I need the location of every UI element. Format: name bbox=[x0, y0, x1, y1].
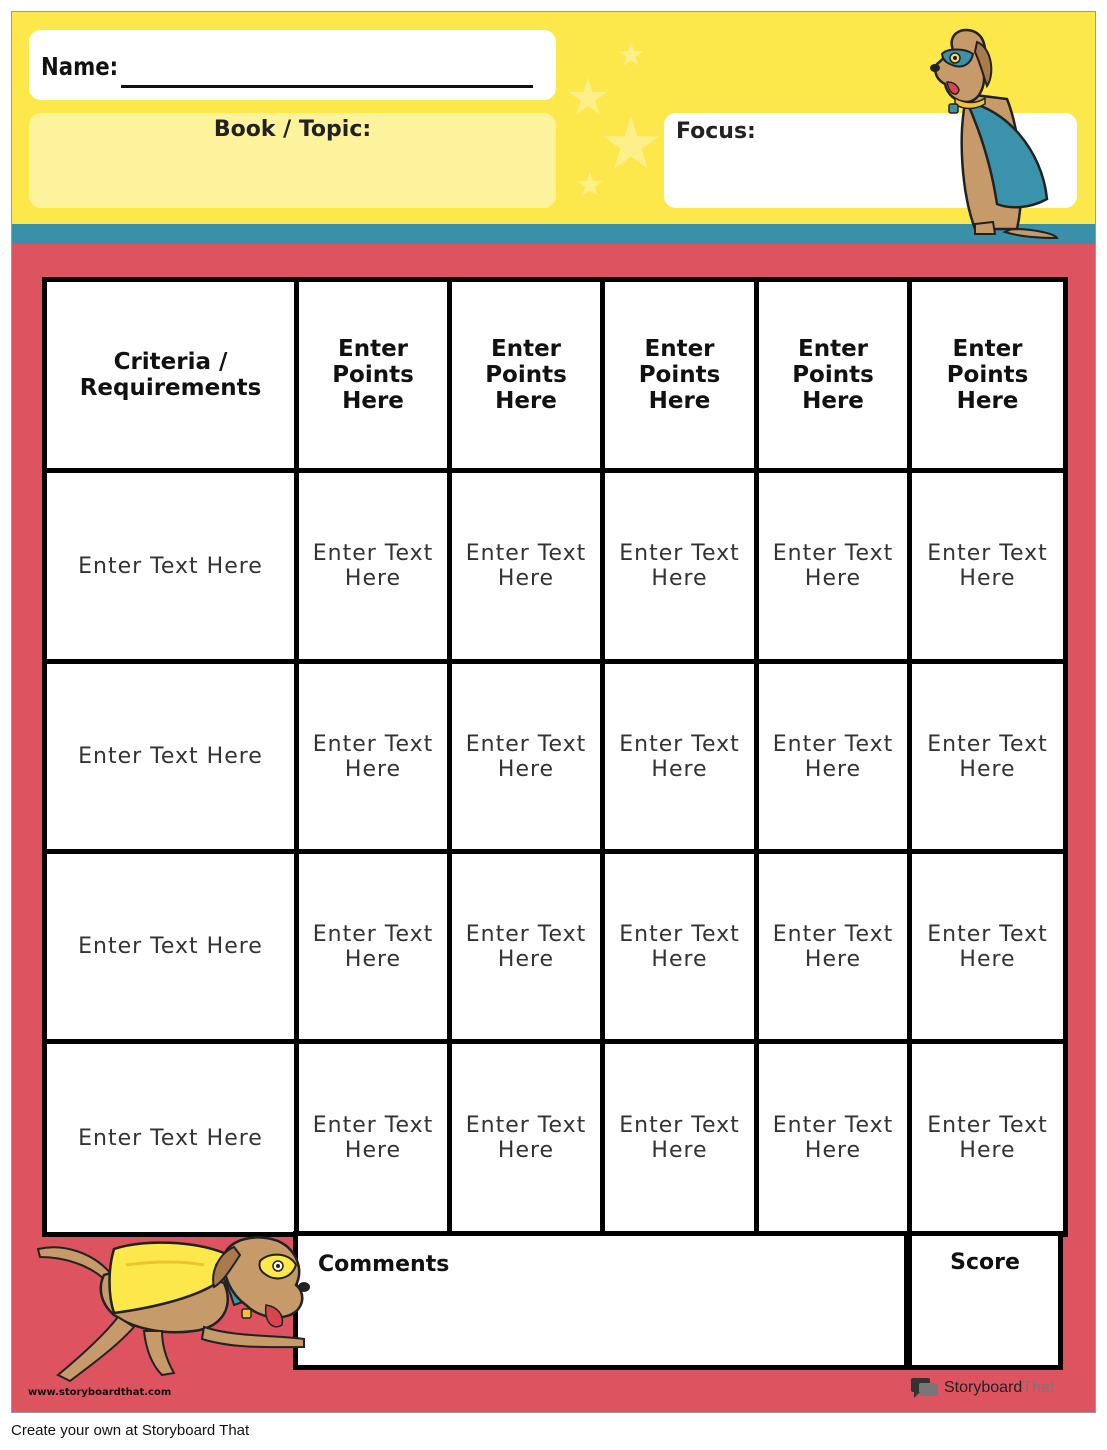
level-cell[interactable]: Enter Text Here bbox=[297, 662, 450, 852]
criteria-cell[interactable]: Enter Text Here bbox=[45, 852, 297, 1042]
level-cell[interactable]: Enter Text Here bbox=[757, 1042, 910, 1235]
score-box[interactable] bbox=[907, 1231, 1063, 1370]
table-row bbox=[45, 1042, 1066, 1235]
level-cell[interactable]: Enter Text Here bbox=[297, 1042, 450, 1235]
level-cell[interactable]: Enter Text Here bbox=[450, 471, 603, 662]
star-icon bbox=[568, 78, 608, 118]
book-topic-label: Book / Topic: bbox=[213, 117, 372, 142]
name-field[interactable] bbox=[29, 30, 556, 100]
level-cell[interactable]: Enter Text Here bbox=[910, 1042, 1066, 1235]
storyboard-logo[interactable] bbox=[910, 1375, 1054, 1401]
table-row bbox=[45, 662, 1066, 852]
level-cell[interactable]: Enter Text Here bbox=[450, 1042, 603, 1235]
brand-name: Storyboard bbox=[944, 1379, 1023, 1396]
criteria-cell[interactable]: Enter Text Here bbox=[45, 471, 297, 662]
level-cell[interactable]: Enter Text Here bbox=[757, 471, 910, 662]
storyboard-logo-icon bbox=[910, 1376, 940, 1400]
header-points-4[interactable]: Enter Points Here bbox=[757, 280, 910, 471]
level-cell[interactable]: Enter Text Here bbox=[757, 662, 910, 852]
comments-label: Comments bbox=[318, 1252, 450, 1277]
level-cell[interactable]: Enter Text Here bbox=[910, 852, 1066, 1042]
brand-suffix: That bbox=[1022, 1379, 1055, 1396]
focus-label: Focus: bbox=[676, 119, 756, 144]
level-cell[interactable]: Enter Text Here bbox=[450, 852, 603, 1042]
star-icon bbox=[602, 116, 660, 174]
star-icon bbox=[577, 172, 603, 198]
footer-credit[interactable]: Create your own at Storyboard That bbox=[11, 1422, 250, 1439]
book-topic-field[interactable] bbox=[29, 113, 556, 208]
header-points-3[interactable]: Enter Points Here bbox=[603, 280, 757, 471]
superhero-dog-sitting bbox=[917, 24, 1067, 239]
level-cell[interactable]: Enter Text Here bbox=[603, 852, 757, 1042]
table-row bbox=[45, 471, 1066, 662]
level-cell[interactable]: Enter Text Here bbox=[297, 471, 450, 662]
criteria-cell[interactable]: Enter Text Here bbox=[45, 662, 297, 852]
header-points-1[interactable]: Enter Points Here bbox=[297, 280, 450, 471]
rubric-table bbox=[42, 277, 1068, 1237]
table-header-row bbox=[45, 280, 1066, 471]
header-points-5[interactable]: Enter Points Here bbox=[910, 280, 1066, 471]
header-criteria[interactable]: Criteria / Requirements bbox=[45, 280, 297, 471]
level-cell[interactable]: Enter Text Here bbox=[450, 662, 603, 852]
star-icon bbox=[618, 42, 644, 68]
level-cell[interactable]: Enter Text Here bbox=[603, 1042, 757, 1235]
score-label: Score bbox=[950, 1250, 1020, 1275]
level-cell[interactable]: Enter Text Here bbox=[757, 852, 910, 1042]
table-row bbox=[45, 852, 1066, 1042]
comments-box[interactable] bbox=[293, 1231, 909, 1370]
level-cell[interactable]: Enter Text Here bbox=[910, 662, 1066, 852]
level-cell[interactable]: Enter Text Here bbox=[603, 471, 757, 662]
superhero-dog-running bbox=[34, 1235, 316, 1383]
criteria-cell[interactable]: Enter Text Here bbox=[45, 1042, 297, 1235]
name-label: Name: bbox=[41, 52, 119, 81]
name-underline bbox=[121, 85, 533, 88]
level-cell[interactable]: Enter Text Here bbox=[297, 852, 450, 1042]
level-cell[interactable]: Enter Text Here bbox=[603, 662, 757, 852]
website-url[interactable]: www.storyboardthat.com bbox=[28, 1387, 172, 1398]
level-cell[interactable]: Enter Text Here bbox=[910, 471, 1066, 662]
rubric-poster bbox=[11, 11, 1096, 1413]
header-points-2[interactable]: Enter Points Here bbox=[450, 280, 603, 471]
